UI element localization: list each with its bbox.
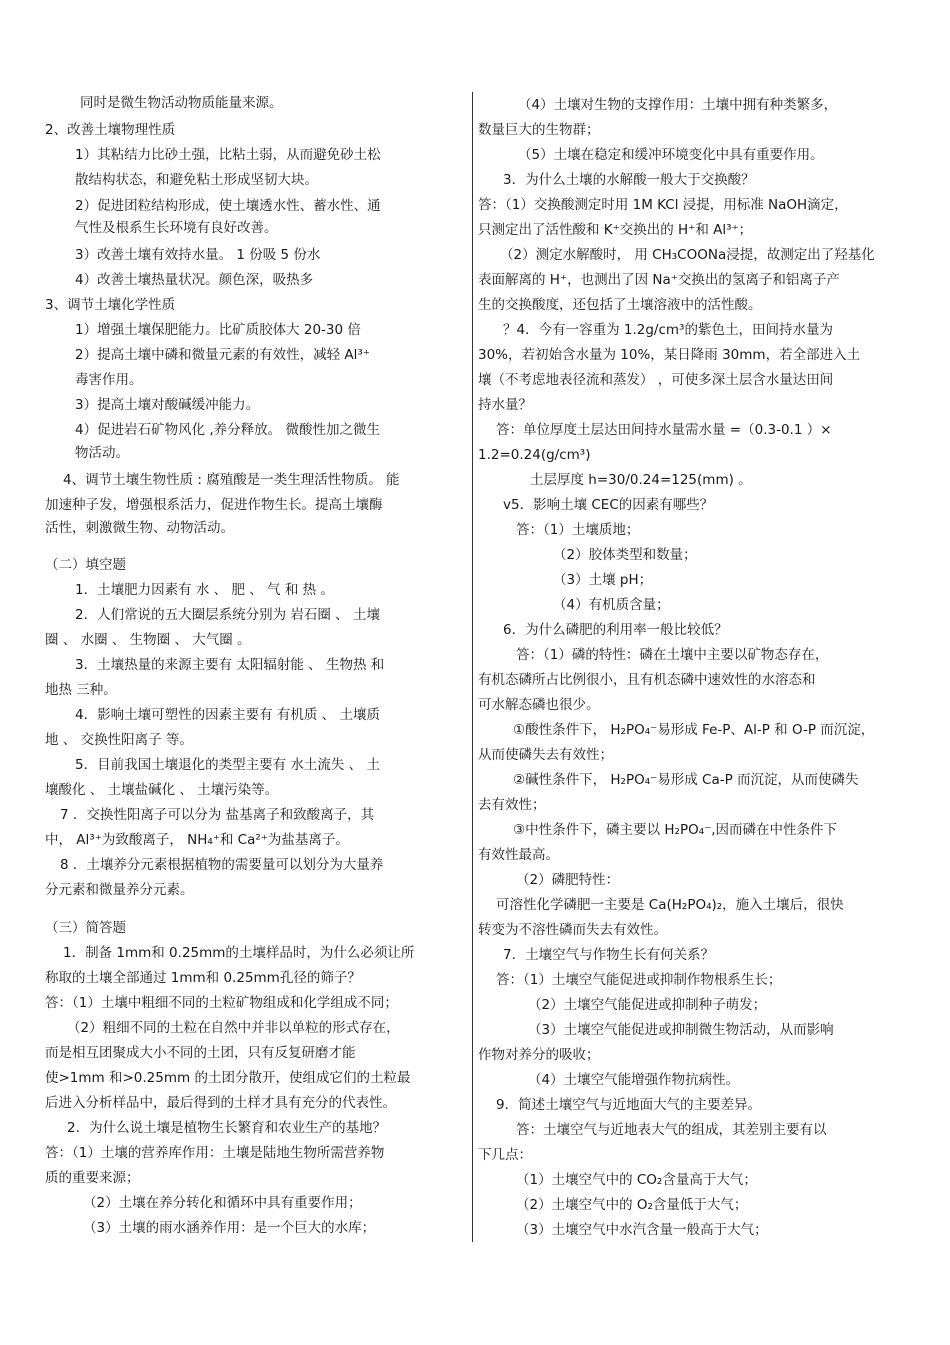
right-column-line: 壤（不考虑地表径流和蒸发） ，可使多深土层含水量达田间 [478, 372, 834, 388]
right-column-line: 7．土壤空气与作物生长有何关系？ [503, 947, 715, 963]
left-column-line: 壤酸化 、 土壤盐碱化 、 土壤污染等。 [45, 782, 279, 798]
left-column-line: 1．土壤肥力因素有 水 、 肥 、 气 和 热 。 [75, 582, 334, 598]
right-column-line: （2）胶体类型和数量； [553, 547, 697, 563]
left-column-line: 而是相互团聚成大小不同的土团，只有反复研磨才能 [45, 1045, 356, 1061]
right-column-line: 9．简述土壤空气与近地面大气的主要差异。 [496, 1097, 762, 1113]
left-column-line: 同时是微生物活动物质能量来源。 [80, 95, 283, 111]
left-column-line: 地热 三种。 [45, 682, 117, 698]
left-column-line: 答：（1）土壤中粗细不同的土粒矿物组成和化学组成不同； [45, 995, 398, 1011]
right-column-line: （1）土壤空气中的 CO₂含量高于大气； [516, 1172, 757, 1188]
right-column-line: 数量巨大的生物群； [478, 122, 600, 138]
right-column-line: 答：（1）交换酸测定时用 1M KCl 浸提，用标准 NaOH滴定， [478, 197, 848, 213]
left-column-line: 称取的土壤全部通过 1mm和 0.25mm孔径的筛子？ [45, 970, 361, 986]
left-column-line: 3）改善土壤有效持水量。 1 份吸 5 份水 [75, 247, 321, 263]
right-column-line: 答：（1）土壤质地； [516, 522, 640, 538]
right-column-line: 从而使磷失去有效性； [478, 747, 613, 763]
left-column-line: 2．人们常说的五大圈层系统分别为 岩石圈 、 土壤 [75, 607, 380, 623]
right-column-line: ③中性条件下，磷主要以 H₂PO₄⁻,因而磷在中性条件下 [513, 822, 838, 838]
column-divider [472, 92, 473, 1242]
left-column-line: 3）提高土壤对酸碱缓冲能力。 [75, 397, 260, 413]
left-column-line: 1）增强土壤保肥能力。比矿质胶体大 20-30 倍 [75, 322, 361, 338]
left-column-line: 1）其粘结力比砂土强，比粘土弱，从而避免砂土松 [75, 147, 381, 163]
left-column-line: （二）填空题 [45, 557, 126, 573]
left-column-line: 4）改善土壤热量状况。颜色深，吸热多 [75, 272, 314, 288]
right-column-line: 下几点： [478, 1147, 532, 1163]
right-column-line: 作物对养分的吸收； [478, 1047, 600, 1063]
left-column-line: （三）简答题 [45, 920, 126, 936]
right-column-line: 1.2=0.24(g/cm³) [478, 447, 591, 463]
right-column-line: （2）测定水解酸时， 用 CH₃COONa浸提，故测定出了羟基化 [500, 247, 875, 263]
right-column-line: ②碱性条件下， H₂PO₄⁻易形成 Ca-P 而沉淀，从而使磷失 [513, 772, 859, 788]
right-column-line: 6．为什么磷肥的利用率一般比较低？ [503, 622, 728, 638]
right-column-line: 有机态磷所占比例很小，且有机态磷中速效性的水溶态和 [478, 672, 816, 688]
right-column-line: 答：（1）土壤空气能促进或抑制作物根系生长； [496, 972, 782, 988]
left-column-line: 中， Al³⁺为致酸离子， NH₄⁺和 Ca²⁺为盐基离子。 [45, 832, 349, 848]
right-column-line: （4）土壤对生物的支撑作用：土壤中拥有种类繁多， [518, 97, 838, 113]
left-column-line: 地 、 交换性阳离子 等。 [45, 732, 193, 748]
right-column-line: v5．影响土壤 CEC的因素有哪些？ [503, 497, 714, 513]
left-column-line: 2）促进团粒结构形成，使土壤透水性、蓄水性、通 [75, 198, 381, 214]
right-column-line: 表面解离的 H⁺，也测出了因 Na⁺交换出的氢离子和铝离子产 [478, 272, 840, 288]
left-column-line: （2）土壤在养分转化和循环中具有重要作用； [83, 1195, 362, 1211]
left-column-line: 毒害作用。 [75, 372, 143, 388]
left-column-line: 8 ．土壤养分元素根据植物的需要量可以划分为大量养 [60, 857, 384, 873]
left-column-line: 4）促进岩石矿物风化 ,养分释放。 微酸性加之微生 [75, 422, 380, 438]
left-column-line: 2）提高土壤中磷和微量元素的有效性，减轻 Al³⁺ [75, 347, 370, 363]
left-column-line: 气性及根系生长环境有良好改善。 [75, 220, 278, 236]
left-column-line: 圈 、 水圈 、 生物圈 、 大气圈 。 [45, 632, 251, 648]
right-column-line: （3）土壤空气中水汽含量一般高于大气； [516, 1222, 768, 1238]
right-column-line: （2）磷肥特性： [516, 872, 620, 888]
right-column-line: 可水解态磷也很少。 [478, 697, 600, 713]
right-column-line: （2）土壤空气能促进或抑制种子萌发； [528, 997, 767, 1013]
right-column-line: 答：单位厚度土层达田间持水量需水量 =（0.3-0.1 ）× [496, 422, 832, 438]
right-column-line: 转变为不溶性磷而失去有效性。 [478, 922, 667, 938]
right-column-line: （5）土壤在稳定和缓冲环境变化中具有重要作用。 [518, 147, 824, 163]
left-column-line: （3）土壤的雨水涵养作用：是一个巨大的水库； [83, 1220, 376, 1236]
left-column-line: 1．制备 1mm和 0.25mm的土壤样品时，为什么必须让所 [63, 945, 415, 961]
right-column-line: 30%，若初始含水量为 10%，某日降雨 30mm，若全部进入土 [478, 347, 861, 363]
left-column-line: 物活动。 [75, 445, 129, 461]
left-column-line: （2）粗细不同的土粒在自然中并非以单粒的形式存在， [67, 1020, 400, 1036]
right-column-line: 有效性最高。 [478, 847, 559, 863]
left-column-line: 7 ．交换性阳离子可以分为 盐基离子和致酸离子，其 [60, 807, 375, 823]
left-column-line: 后进入分析样品中，最后得到的土样才具有充分的代表性。 [45, 1095, 396, 1111]
left-column-line: 分元素和微量养分元素。 [45, 882, 194, 898]
right-column-line: 答：（1）磷的特性：磷在土壤中主要以矿物态存在， [516, 647, 829, 663]
right-column-line: 持水量？ [478, 397, 532, 413]
left-column-line: 3、调节土壤化学性质 [45, 297, 176, 313]
right-column-line: 土层厚度 h=30/0.24=125(mm) 。 [530, 472, 752, 488]
left-column-line: 4．影响土壤可塑性的因素主要有 有机质 、 土壤质 [75, 707, 380, 723]
right-column-line: ？4．今有一容重为 1.2g/cm³的紫色土，田间持水量为 [503, 322, 833, 338]
left-column-line: 活性，刺激微生物、动物活动。 [45, 520, 234, 536]
right-column-line: 3．为什么土壤的水解酸一般大于交换酸？ [503, 172, 755, 188]
left-column-line: 3．土壤热量的来源主要有 太阳辐射能 、 生物热 和 [75, 657, 385, 673]
left-column-line: 散结构状态，和避免粘土形成坚韧大块。 [75, 172, 318, 188]
left-column-line: 4、调节土壤生物性质 : 腐殖酸是一类生理活性物质。 能 [63, 472, 400, 488]
right-column-line: （4）有机质含量； [553, 597, 670, 613]
right-column-line: 答：土壤空气与近地表大气的组成，其差别主要有以 [516, 1122, 827, 1138]
left-column-line: 2．为什么说土壤是植物生长繁育和农业生产的基地？ [67, 1120, 387, 1136]
left-column-line: 答：（1）土壤的营养库作用：土壤是陆地生物所需营养物 [45, 1145, 385, 1161]
right-column-line: ①酸性条件下， H₂PO₄⁻易形成 Fe-P、Al-P 和 O-P 而沉淀， [513, 722, 875, 738]
left-column-line: 使>1mm 和>0.25mm 的土团分散开，使组成它们的土粒最 [45, 1070, 411, 1086]
right-column-line: （2）土壤空气中的 O₂含量低于大气； [516, 1197, 748, 1213]
left-column-line: 质的重要来源； [45, 1170, 140, 1186]
right-column-line: （4）土壤空气能增强作物抗病性。 [528, 1072, 740, 1088]
right-column-line: （3）土壤 pH； [553, 572, 653, 588]
left-column-line: 2、改善土壤物理性质 [45, 122, 176, 138]
left-column-line: 加速种子发，增强根系活力，促进作物生长。提高土壤酶 [45, 497, 383, 513]
right-column-line: 生的交换酸度，还包括了土壤溶液中的活性酸。 [478, 297, 762, 313]
right-column-line: （3）土壤空气能促进或抑制微生物活动，从而影响 [528, 1022, 834, 1038]
left-column-line: 5．目前我国土壤退化的类型主要有 水土流失 、 土 [75, 757, 380, 773]
right-column-line: 去有效性； [478, 797, 546, 813]
right-column-line: 只测定出了活性酸和 K⁺交换出的 H⁺和 Al³⁺； [478, 222, 753, 238]
right-column-line: 可溶性化学磷肥一主要是 Ca(H₂PO₄)₂，施入土壤后，很快 [496, 897, 844, 913]
